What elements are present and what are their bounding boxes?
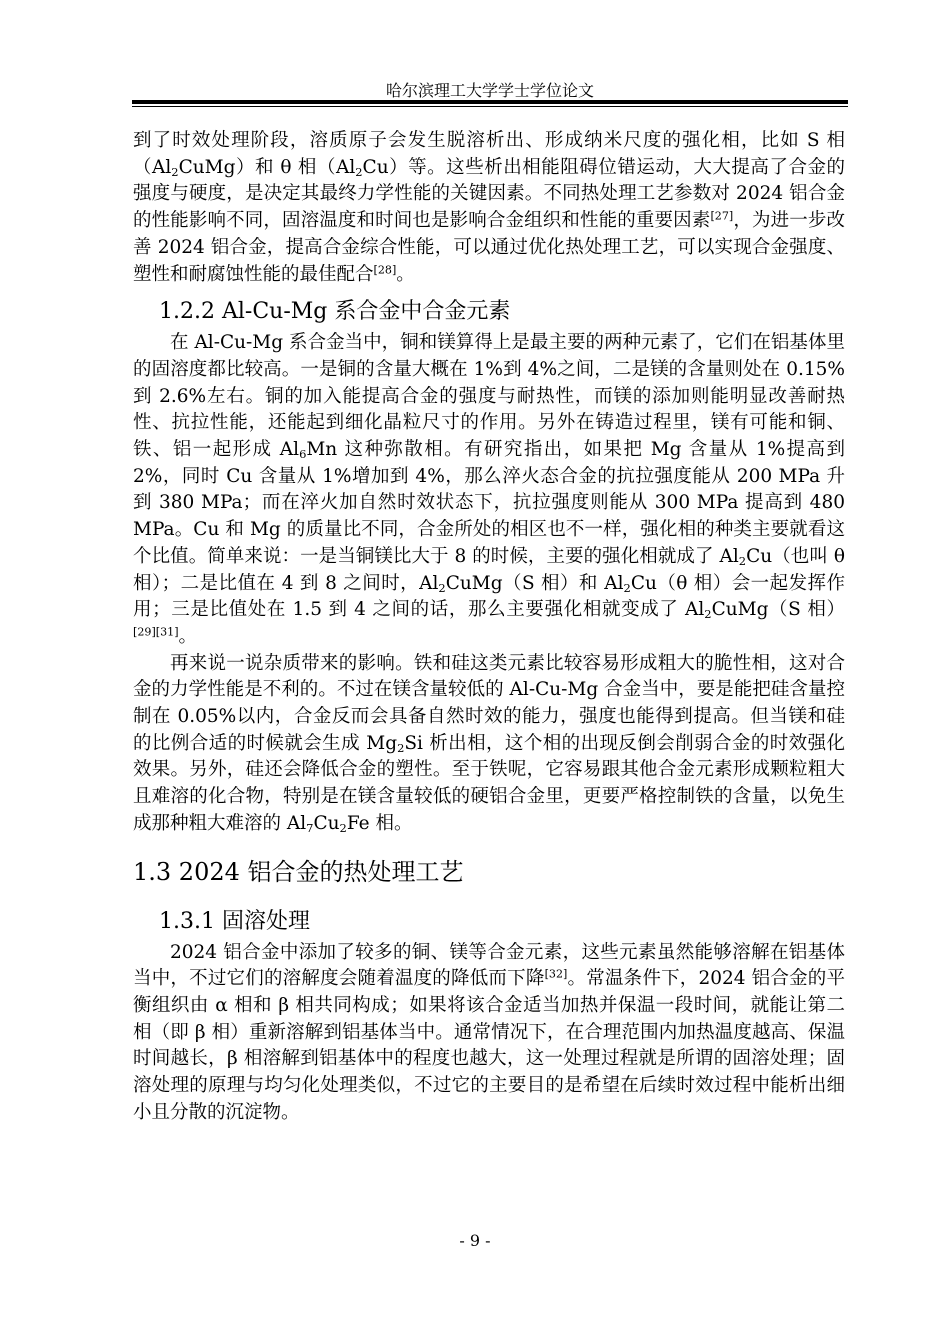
- section-heading-1-3: 1.3 2024 铝合金的热处理工艺: [133, 857, 464, 886]
- section-heading-1-3-1: 1.3.1 固溶处理: [159, 908, 310, 934]
- citation-32: [32]: [544, 967, 568, 981]
- paragraph-impurities: 再来说一说杂质带来的影响。铁和硅这类元素比较容易形成粗大的脆性相，这对合金的力学性能是不利的。不过在镁含量较低的 Al-Cu-Mg 合金当中，要是能把硅含量控制在 0.05%以内，合金反而会具备自然时效的能力，强度也能得到提高。但当镁和硅的比例合适的时候就会生成 $Mg_2Si$ 析出相，这个相的出现反倒会削弱合金的时效强化效果。另外，硅还会降低合金的塑性。至于铁呢，它容易跟其他合金元素形成颗粒粗大且难溶的化合物，特别是在镁含量较低的硬铝合金里，更要严格控制铁的含量，以免生成那种粗大难溶的 $Al_7Cu_2Fe$ 相。: [133, 652, 845, 835]
- header-rule-thick: [132, 100, 848, 104]
- paragraph-aging-phases: 到了时效处理阶段，溶质原子会发生脱溶析出、形成纳米尺度的强化相，比如 S 相$(Al_2CuMg)$和 θ 相$(Al_2Cu)$等。这些析出相能阻碍位错运动，大大提高了合金的强度与硬度，是决定其最终力学性能的关键因素。不同热处理工艺参数对 2024 铝合金的性能影响不同，固溶温度和时间也是影响合金组织和性能的重要因素[27]，为进一步改善 2024 铝合金，提高合金综合性能，可以通过优化热处理工艺，可以实现合金强度、塑性和耐腐蚀性能的最佳配合[28]。: [133, 130, 845, 285]
- paragraph-solution-treatment: 2024 铝合金中添加了较多的铜、镁等合金元素，这些元素虽然能够溶解在铝基体当中，不过它们的溶解度会随着温度的降低而下降[32]。常温条件下，2024 铝合金的平衡组织由 α 相和 β 相共同构成；如果将该合金适当加热并保温一段时间，就能让第二相（即 β 相）重新溶解到铝基体当中。通常情况下，在合理范围内加热温度越高、保温时间越长，β 相溶解到铝基体中的程度也越大，这一处理过程就是所谓的固溶处理；固溶处理的原理与均匀化处理类似，不过它的主要目的是希望在后续时效过程中能析出细小且分散的沉淀物。: [133, 941, 845, 1123]
- header-rule-thin: [132, 106, 848, 107]
- section-heading-1-2-2: 1.2.2 Al-Cu-Mg 系合金中合金元素: [159, 299, 511, 325]
- page-number: - 9 -: [459, 1231, 491, 1250]
- citation-27: [27]: [710, 209, 734, 223]
- citation-29-31: [29][31]: [133, 625, 179, 639]
- citation-28: [28]: [373, 262, 397, 276]
- running-header: 哈尔滨理工大学学士学位论文: [385, 81, 594, 100]
- page-body: [133, 128, 845, 1127]
- paragraph-alloy-elements: 在 Al-Cu-Mg 系合金当中，铜和镁算得上是最主要的两种元素了，它们在铝基体里的固溶度都比较高。一是铜的含量大概在 1%到 4%之间，二是镁的含量则处在 0.15%到 2.6%左右。铜的加入能提高合金的强度与耐热性，而镁的添加则能明显改善耐热性、抗拉性能，还能起到细化晶粒尺寸的作用。另外在铸造过程里，镁有可能和铜、铁、铝一起形成 $Al_6Mn$ 这种弥散相。有研究指出，如果把 Mg 含量从 1%提高到 2%，同时 Cu 含量从 1%增加到 4%，那么淬火态合金的抗拉强度能从 200 MPa 升到 380 MPa；而在淬火加自然时效状态下，抗拉强度则能从 300 MPa 提高到 480 MPa。Cu 和 Mg 的质量比不同，合金所处的相区也不一样，强化相的种类主要就看这个比值。简单来说：一是当铜镁比大于 8 的时候，主要的强化相就成了 $Al_2Cu$（也叫 θ 相）；二是比值在 4 到 8 之间时，$Al_2CuMg(S$ 相）和 $Al_2Cu(\theta$ 相）会一起发挥作用；三是比值处在 1.5 到 4 之间的话，那么主要强化相就变成了 $Al_2CuMg(S$ 相）[29][31]。: [133, 332, 846, 647]
